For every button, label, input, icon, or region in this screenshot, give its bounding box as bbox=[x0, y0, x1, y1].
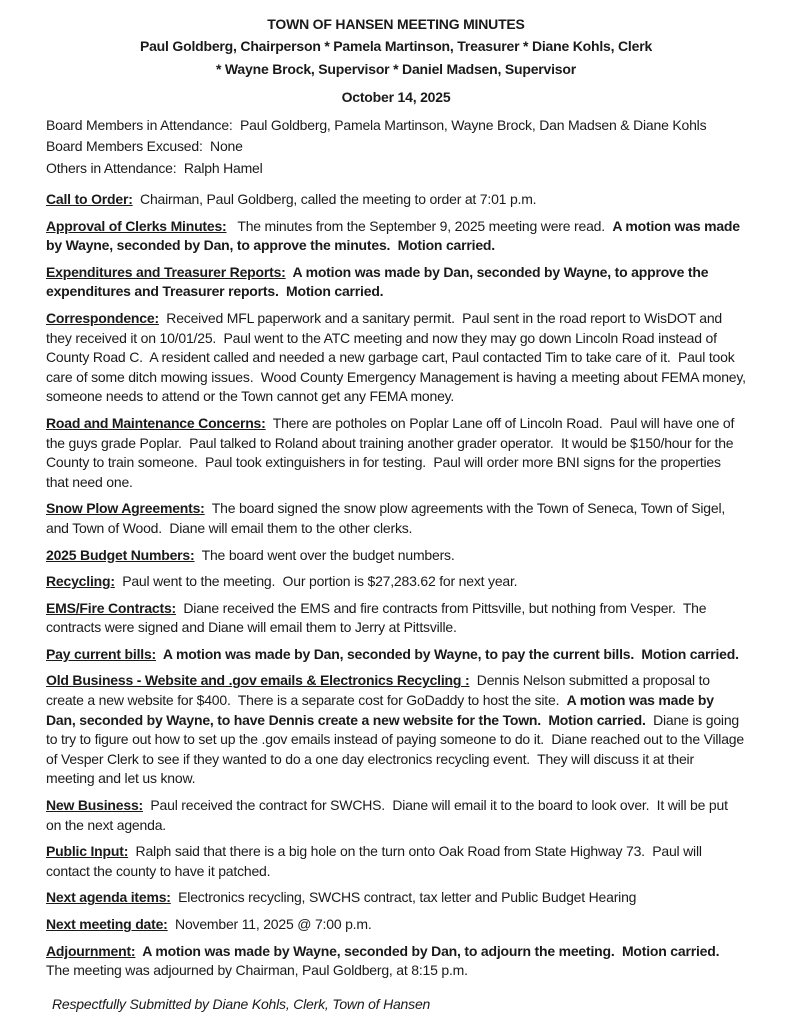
section-heading: 2025 Budget Numbers: bbox=[46, 546, 195, 563]
section-text: The minutes from the September 9, 2025 meeting were read. bbox=[226, 217, 613, 234]
motion-text: A motion was made by Dan, seconded by Wayne, to pay the current bills. Motion carried. bbox=[156, 645, 739, 662]
section-text: Paul went to the meeting. Our portion is $27,283.62 for next year. bbox=[114, 573, 518, 590]
section-text: Ralph said that there is a big hole on the turn onto Oak Road from State Highway 73. Paul will contact the county to have it patched. bbox=[46, 843, 706, 879]
section-call-to-order bbox=[46, 190, 746, 210]
motion-text: A motion was made by Wayne, seconded by Dan, to approve the minutes. Motion carried. bbox=[46, 217, 744, 254]
section-expenditures-treasurer-reports bbox=[46, 263, 746, 302]
others-in-attendance: Others in Attendance: Ralph Hamel bbox=[46, 160, 263, 177]
document-title: TOWN OF HANSEN MEETING MINUTES bbox=[267, 16, 525, 32]
section-new-business bbox=[46, 796, 746, 835]
officers-line-1: Paul Goldberg, Chairperson * Pamela Martinson, Treasurer * Diane Kohls, Clerk bbox=[139, 38, 653, 55]
section-recycling bbox=[46, 572, 746, 592]
section-text: Paul received the contract for SWCHS. Diane will email it to the board to look over. It will be put on the next agenda. bbox=[46, 797, 732, 833]
section-heading: Next meeting date: bbox=[46, 916, 168, 933]
section-heading: EMS/Fire Contracts: bbox=[46, 599, 176, 616]
meeting-date: October 14, 2025 bbox=[341, 89, 451, 106]
section-text: The board went over the budget numbers. bbox=[194, 546, 455, 563]
section-heading: Approval of Clerks Minutes: bbox=[46, 217, 227, 234]
board-members-excused: Board Members Excused: None bbox=[46, 138, 243, 155]
section-text: Diane is going to try to figure out how to set up the .gov emails instead of paying someone to do it. Diane reached out to the Village of Vesper Clerk to see if they wanted to do a one day electronics recycling event. They will discuss it at their meeting and let us know. bbox=[46, 711, 748, 787]
section-pay-current-bills bbox=[46, 645, 746, 665]
section-heading: Expenditures and Treasurer Reports: bbox=[46, 263, 286, 280]
section-text: The board signed the snow plow agreements with the Town of Seneca, Town of Sigel, and Town of Wood. Diane will email them to the other clerks. bbox=[46, 500, 729, 536]
section-public-input bbox=[46, 842, 746, 881]
section-heading: Snow Plow Agreements: bbox=[46, 500, 205, 517]
section-heading: Old Business - Website and .gov emails & Electronics Recycling : bbox=[46, 672, 470, 689]
section-correspondence bbox=[46, 309, 750, 407]
section-text: Diane received the EMS and fire contracts from Pittsville, but nothing from Vesper. The contracts were signed and Diane will email them to Jerry at Pittsville. bbox=[46, 599, 711, 636]
section-road-maintenance-concerns bbox=[46, 414, 746, 492]
section-snow-plow-agreements bbox=[46, 499, 746, 538]
section-text: November 11, 2025 @ 7:00 p.m. bbox=[167, 916, 372, 933]
section-heading: Road and Maintenance Concerns: bbox=[46, 414, 266, 431]
clerk-signature-line: Respectfully Submitted by Diane Kohls, Clerk, Town of Hansen bbox=[52, 995, 431, 1012]
board-members-in-attendance: Board Members in Attendance: Paul Goldberg, Pamela Martinson, Wayne Brock, Dan Madsen & Diane Kohls bbox=[46, 116, 707, 133]
section-next-meeting-date bbox=[46, 915, 746, 935]
section-heading: Call to Order: bbox=[46, 191, 133, 208]
officers-line-2: * Wayne Brock, Supervisor * Daniel Madsen, Supervisor bbox=[215, 60, 576, 77]
section-next-agenda-items bbox=[46, 888, 746, 908]
section-2025-budget-numbers bbox=[46, 546, 746, 566]
section-text: There are potholes on Poplar Lane off of Lincoln Road. Paul will have one of the guys grade Poplar. Paul talked to Roland about training another grader operator. It would be $150/hour for the County to train someone. Paul took extinguishers in for testing. Paul will order more BNI signs for the properties that need one. bbox=[46, 414, 738, 490]
section-approval-of-clerks-minutes bbox=[46, 217, 746, 256]
section-heading: New Business: bbox=[46, 797, 143, 814]
section-adjournment bbox=[46, 942, 746, 981]
motion-text: A motion was made by Dan, seconded by Wayne, to have Dennis create a new website for the Town. Motion carried. bbox=[46, 692, 718, 728]
section-heading: Public Input: bbox=[46, 843, 129, 860]
section-heading: Pay current bills: bbox=[46, 645, 156, 662]
section-heading: Adjournment: bbox=[46, 942, 136, 959]
section-text: Electronics recycling, SWCHS contract, tax letter and Public Budget Hearing bbox=[170, 889, 637, 906]
section-heading: Recycling: bbox=[46, 573, 115, 590]
section-text: Dennis Nelson submitted a proposal to create a new website for $400. There is a separate cost for GoDaddy to host the site. bbox=[46, 672, 714, 709]
attendance-block bbox=[46, 115, 746, 180]
motion-text: A motion was made by Wayne, seconded by Dan, to adjourn the meeting. Motion carried. bbox=[135, 942, 720, 959]
section-text: Chairman, Paul Goldberg, called the meeting to order at 7:01 p.m. bbox=[132, 191, 537, 208]
motion-text: A motion was made by Dan, seconded by Wayne, to approve the expenditures and Treasurer reports. Motion carried. bbox=[46, 263, 713, 300]
document-header bbox=[46, 13, 746, 109]
section-heading: Correspondence: bbox=[46, 309, 159, 326]
section-heading: Next agenda items: bbox=[46, 889, 171, 906]
section-text: Received MFL paperwork and a sanitary permit. Paul sent in the road report to WisDOT and they received it on 10/01/25. Paul went to the ATC meeting and now they may go down Lincoln Road instead of County Road C. A resident called and needed a new garbage cart, Paul contacted Tim to take care of it. Paul took care of some ditch mowing issues. Wood County Emergency Management is having a meeting about FEMA money, someone needs to attend or the Town cannot get any FEMA money. bbox=[46, 309, 750, 405]
section-ems-fire-contracts bbox=[46, 599, 746, 638]
section-old-business bbox=[46, 671, 746, 789]
section-text: The meeting was adjourned by Chairman, Paul Goldberg, at 8:15 p.m. bbox=[46, 942, 727, 979]
